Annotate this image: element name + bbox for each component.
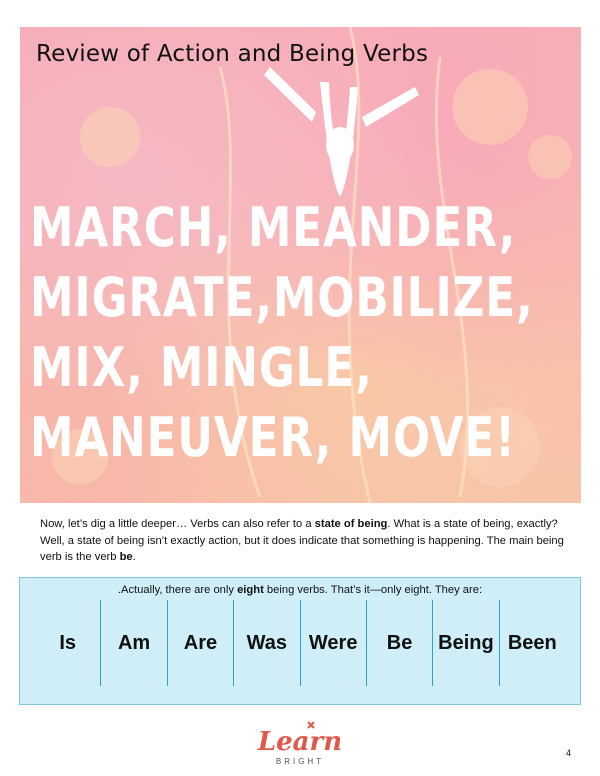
being-verbs-note	[20, 584, 580, 596]
verb-cell: Am	[100, 600, 166, 686]
hero-line: MIX, MINGLE,	[30, 336, 373, 399]
note-bold: eight	[237, 584, 264, 596]
verb-cell: Being	[432, 600, 498, 686]
verb-cell: Were	[300, 600, 366, 686]
note-text: being verbs. That’s it—only eight. They are:	[263, 584, 483, 596]
page-title: Review of Action and Being Verbs	[36, 41, 429, 67]
verb-cell: Be	[366, 600, 432, 686]
hero-line: MANEUVER, MOVE!	[30, 406, 516, 469]
verb-cell: Been	[499, 600, 565, 686]
hero-line: MARCH, MEANDER,	[30, 196, 517, 259]
intro-paragraph	[40, 516, 572, 566]
verb-cell: Are	[167, 600, 233, 686]
hero-image	[20, 27, 581, 503]
intro-text: Now, let’s dig a little deeper… Verbs can also refer to a	[40, 518, 315, 530]
intro-bold-term: state of being	[314, 518, 388, 530]
being-verbs-row	[35, 600, 565, 686]
note-text: .Actually, there are only	[117, 584, 238, 596]
verb-cell: Was	[233, 600, 299, 686]
intro-bold-term: be	[119, 551, 133, 563]
verb-cell: Is	[59, 631, 77, 654]
intro-text: .	[132, 551, 136, 563]
page-number: 4	[566, 748, 572, 758]
hero-line: MIGRATE,MOBILIZE,	[30, 266, 534, 329]
logo-word: Learn	[257, 727, 343, 757]
logo-sub: BRIGHT	[275, 757, 325, 766]
intro-text: . What is a state of being, exactly? Well, a state of being isn’t exactly action, but it does indicate that something is happening. The main being verb is the verb	[40, 518, 564, 563]
hero-verb-list	[30, 193, 575, 473]
learn-bright-logo	[248, 716, 352, 768]
